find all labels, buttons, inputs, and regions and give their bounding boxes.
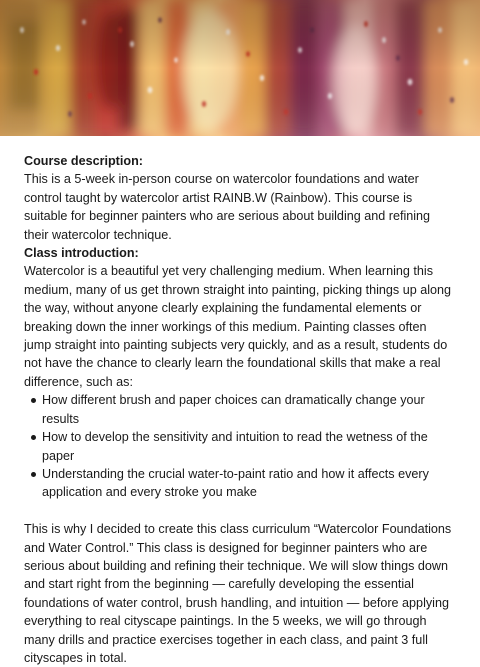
class-introduction-heading: Class introduction: (24, 246, 139, 261)
class-introduction-text: Watercolor is a beautiful yet very challenging medium. When learning this medium, many of us get thrown straight into painting, picking things up along the way, without anyone clearly explaining the fundamental elements or breaking down the inner workings of this medium. Painting classes often jump straight into painting subjects very quickly, and as a result, students do not have the chance to clearly learn the foundational skills that make a real difference, such as: (24, 264, 452, 389)
course-content (24, 152, 456, 667)
skills-list-item: How to develop the sensitivity and intuition to read the wetness of the paper (42, 428, 456, 465)
watercolor-banner-image (0, 0, 480, 136)
course-description-text: This is a 5-week in-person course on watercolor foundations and water control taught by watercolor artist RAINB.W (Rainbow). This course is suitable for beginner painters who are serious about building and refining their watercolor technique. (24, 172, 431, 242)
paragraph-spacer (24, 502, 456, 520)
skills-list (24, 391, 456, 501)
class-introduction-closing: This is why I decided to create this class curriculum “Watercolor Foundations and Water Control.” This class is designed for beginner painters who are serious about building and refining their technique. We will slow things down and start right from the beginning — carefully developing the essential foundations of water control, brush handling, and intuition — before applying everything to real cityscape paintings. In the 5 weeks, we will go through many drills and practice exercises together in each class, and paint 3 full cityscapes in total. (24, 522, 452, 665)
course-description-heading: Course description: (24, 154, 143, 168)
watercolor-artwork (0, 0, 480, 136)
skills-list-item: Understanding the crucial water-to-paint ratio and how it affects every application and every stroke you make (42, 465, 456, 502)
skills-list-item: How different brush and paper choices can dramatically change your results (42, 391, 456, 428)
